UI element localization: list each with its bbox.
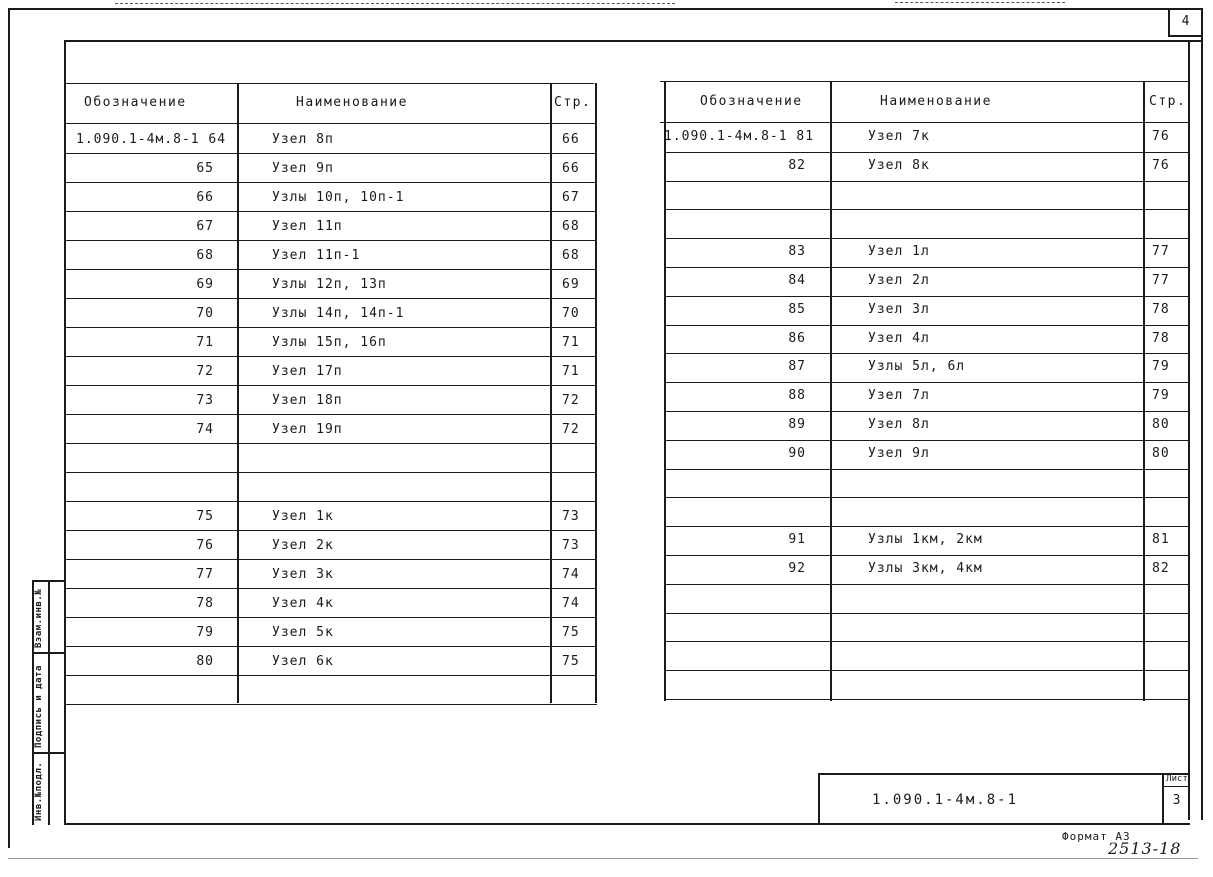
- table-row-page: 69: [562, 277, 580, 292]
- table-row-name: Узел 2л: [868, 273, 930, 288]
- sidebar-label-signature-date: Подпись и дата: [34, 665, 44, 748]
- table-row-name: Узел 4к: [272, 596, 334, 611]
- lt-row-divider: [64, 646, 597, 647]
- table-row-name: Узлы 1км, 2км: [868, 532, 983, 547]
- rt-row-divider: [664, 238, 1188, 239]
- table-row-name: Узел 8п: [272, 132, 334, 147]
- table-row-name: Узел 7к: [868, 129, 930, 144]
- lt-top: [64, 83, 594, 84]
- table-row-name: Узел 9л: [868, 446, 930, 461]
- table-row-page: 79: [1152, 388, 1170, 403]
- table-row-name: Узел 1л: [868, 244, 930, 259]
- lt-row-divider: [64, 298, 597, 299]
- sheet-box-bottom: [1168, 35, 1203, 37]
- table-row-designation: 87: [788, 359, 806, 374]
- rt-row-divider: [664, 497, 1188, 498]
- table-row-page: 72: [562, 422, 580, 437]
- table-row-page: 70: [562, 306, 580, 321]
- table-row-page: 74: [562, 596, 580, 611]
- rt-col-2: [1143, 81, 1145, 701]
- table-row-designation: 88: [788, 388, 806, 403]
- table-row-designation: 74: [196, 422, 214, 437]
- rt-row-divider: [664, 699, 1188, 700]
- rt-row-divider: [664, 382, 1188, 383]
- lt-row-divider: [64, 530, 597, 531]
- table-row-page: 75: [562, 625, 580, 640]
- table-row-name: Узлы 14п, 14п-1: [272, 306, 405, 321]
- top-edge-dashes: [115, 3, 675, 4]
- table-row-page: 67: [562, 190, 580, 205]
- sidebar-div-2: [32, 752, 66, 754]
- table-row-page: 75: [562, 654, 580, 669]
- table-row-name: Узлы 12п, 13п: [272, 277, 387, 292]
- rt-row-divider: [664, 353, 1188, 354]
- table-row-designation: 1.090.1-4м.8-1 81: [664, 129, 815, 144]
- table-row-page: 68: [562, 248, 580, 263]
- rt-row-divider: [664, 613, 1188, 614]
- lt-header-bottom: [64, 123, 596, 124]
- rt-row-divider: [664, 526, 1188, 527]
- tb-sheet-label-line: [1162, 786, 1190, 787]
- table-row-page: 73: [562, 509, 580, 524]
- table-row-page: 78: [1152, 302, 1170, 317]
- table-row-name: Узел 3к: [272, 567, 334, 582]
- tb-left: [818, 773, 820, 825]
- table-row-name: Узел 6к: [272, 654, 334, 669]
- table-row-page: 76: [1152, 158, 1170, 173]
- table-row-designation: 69: [196, 277, 214, 292]
- table-row-page: 72: [562, 393, 580, 408]
- table-row-designation: 66: [196, 190, 214, 205]
- table-row-page: 78: [1152, 331, 1170, 346]
- table-row-name: Узел 11п-1: [272, 248, 361, 263]
- rt-header-bottom: [660, 122, 1188, 123]
- table-row-name: Узел 8к: [868, 158, 930, 173]
- rt-row-divider: [664, 584, 1188, 585]
- sidebar-inner: [48, 580, 50, 825]
- table-row-designation: 70: [196, 306, 214, 321]
- table-row-name: Узел 9п: [272, 161, 334, 176]
- rt-row-divider: [664, 181, 1188, 182]
- table-row-designation: 72: [196, 364, 214, 379]
- table-row-name: Узел 18п: [272, 393, 343, 408]
- lt-row-divider: [64, 153, 597, 154]
- table-row-page: 74: [562, 567, 580, 582]
- table-row-designation: 90: [788, 446, 806, 461]
- lt-row-divider: [64, 414, 597, 415]
- lt-row-divider: [64, 588, 597, 589]
- lt-row-divider: [64, 617, 597, 618]
- rt-header-designation: Обозначение: [700, 94, 803, 109]
- rt-row-divider: [664, 469, 1188, 470]
- table-row-page: 73: [562, 538, 580, 553]
- sidebar-label-inv-original: Инв.№подл.: [34, 761, 44, 821]
- rt-row-divider: [664, 641, 1188, 642]
- top-edge-dashes-right: [895, 2, 1065, 3]
- table-row-page: 66: [562, 132, 580, 147]
- frame-left: [8, 8, 10, 848]
- table-row-designation: 71: [196, 335, 214, 350]
- rt-row-divider: [664, 440, 1188, 441]
- table-row-designation: 79: [196, 625, 214, 640]
- sidebar-top: [32, 580, 66, 582]
- table-row-page: 77: [1152, 244, 1170, 259]
- lt-header-page: Стр.: [554, 95, 592, 110]
- table-row-designation: 65: [196, 161, 214, 176]
- table-row-name: Узел 5к: [272, 625, 334, 640]
- sidebar-label-replace-inv: Взам.инв.№: [34, 588, 44, 648]
- table-row-designation: 82: [788, 158, 806, 173]
- table-row-name: Узел 19п: [272, 422, 343, 437]
- stamp-number: 2513-18: [1108, 839, 1182, 858]
- table-row-name: Узлы 15п, 16п: [272, 335, 387, 350]
- rt-row-divider: [664, 209, 1188, 210]
- table-row-designation: 76: [196, 538, 214, 553]
- rt-top: [660, 81, 1188, 82]
- table-row-page: 66: [562, 161, 580, 176]
- table-row-designation: 73: [196, 393, 214, 408]
- table-row-page: 77: [1152, 273, 1170, 288]
- lt-row-divider: [64, 240, 597, 241]
- table-row-page: 68: [562, 219, 580, 234]
- title-block-sheet-value: 3: [1172, 793, 1182, 808]
- table-row-name: Узел 8л: [868, 417, 930, 432]
- sidebar-div-1: [32, 652, 66, 654]
- lt-row-divider: [64, 385, 597, 386]
- table-row-name: Узел 2к: [272, 538, 334, 553]
- lt-row-divider: [64, 356, 597, 357]
- table-row-page: 81: [1152, 532, 1170, 547]
- table-row-page: 76: [1152, 129, 1170, 144]
- table-row-designation: 91: [788, 532, 806, 547]
- lt-col-1: [237, 83, 239, 703]
- lt-col-right: [595, 83, 597, 703]
- table-row-name: Узел 4л: [868, 331, 930, 346]
- table-row-page: 71: [562, 364, 580, 379]
- rt-col-1: [830, 81, 832, 701]
- table-row-designation: 77: [196, 567, 214, 582]
- lt-row-divider: [64, 443, 597, 444]
- lt-col-2: [550, 83, 552, 703]
- rt-row-divider: [664, 670, 1188, 671]
- table-row-designation: 86: [788, 331, 806, 346]
- rt-row-divider: [664, 152, 1188, 153]
- rt-header-name: Наименование: [880, 94, 992, 109]
- table-row-page: 80: [1152, 417, 1170, 432]
- inner-frame-bottom: [64, 823, 1190, 825]
- frame-top: [8, 8, 1203, 10]
- frame-right: [1201, 8, 1203, 820]
- rt-row-divider: [664, 325, 1188, 326]
- table-row-name: Узел 1к: [272, 509, 334, 524]
- tb-top: [818, 773, 1190, 775]
- title-block-sheet-label: Лист: [1166, 774, 1188, 784]
- title-block-code: 1.090.1-4м.8-1: [872, 792, 1019, 808]
- lt-header-name: Наименование: [296, 95, 408, 110]
- lt-row-divider: [64, 559, 597, 560]
- table-row-page: 82: [1152, 561, 1170, 576]
- lt-row-divider: [64, 675, 597, 676]
- format-label: Формат А3: [1062, 830, 1131, 843]
- table-row-name: Узлы 10п, 10п-1: [272, 190, 405, 205]
- lt-row-divider: [64, 327, 597, 328]
- table-row-designation: 92: [788, 561, 806, 576]
- table-row-designation: 67: [196, 219, 214, 234]
- rt-row-divider: [664, 296, 1188, 297]
- table-row-designation: 75: [196, 509, 214, 524]
- table-row-designation: 83: [788, 244, 806, 259]
- table-row-designation: 78: [196, 596, 214, 611]
- bottom-scan-line: [8, 858, 1198, 859]
- table-row-name: Узел 3л: [868, 302, 930, 317]
- table-row-name: Узлы 5л, 6л: [868, 359, 966, 374]
- lt-header-designation: Обозначение: [84, 95, 187, 110]
- rt-row-divider: [664, 267, 1188, 268]
- lt-row-divider: [64, 211, 597, 212]
- table-row-designation: 89: [788, 417, 806, 432]
- inner-frame-top: [64, 40, 1202, 42]
- rt-col-0: [664, 81, 666, 701]
- table-row-name: Узел 7л: [868, 388, 930, 403]
- rt-row-divider: [664, 411, 1188, 412]
- table-row-name: Узлы 3км, 4км: [868, 561, 983, 576]
- table-row-page: 71: [562, 335, 580, 350]
- lt-row-divider: [64, 182, 597, 183]
- rt-row-divider: [664, 555, 1188, 556]
- table-row-page: 79: [1152, 359, 1170, 374]
- table-row-designation: 85: [788, 302, 806, 317]
- inner-frame-right: [1188, 40, 1190, 820]
- table-row-designation: 80: [196, 654, 214, 669]
- inner-frame-left: [64, 40, 66, 825]
- table-row-name: Узел 11п: [272, 219, 343, 234]
- lt-row-divider: [64, 269, 597, 270]
- rt-header-page: Стр.: [1149, 94, 1187, 109]
- lt-row-divider: [64, 472, 597, 473]
- lt-row-divider: [64, 501, 597, 502]
- table-row-designation: 1.090.1-4м.8-1 64: [76, 132, 227, 147]
- table-row-designation: 68: [196, 248, 214, 263]
- table-row-page: 80: [1152, 446, 1170, 461]
- lt-row-divider: [64, 704, 597, 705]
- sheet-number: 4: [1181, 14, 1191, 29]
- table-row-designation: 84: [788, 273, 806, 288]
- table-row-name: Узел 17п: [272, 364, 343, 379]
